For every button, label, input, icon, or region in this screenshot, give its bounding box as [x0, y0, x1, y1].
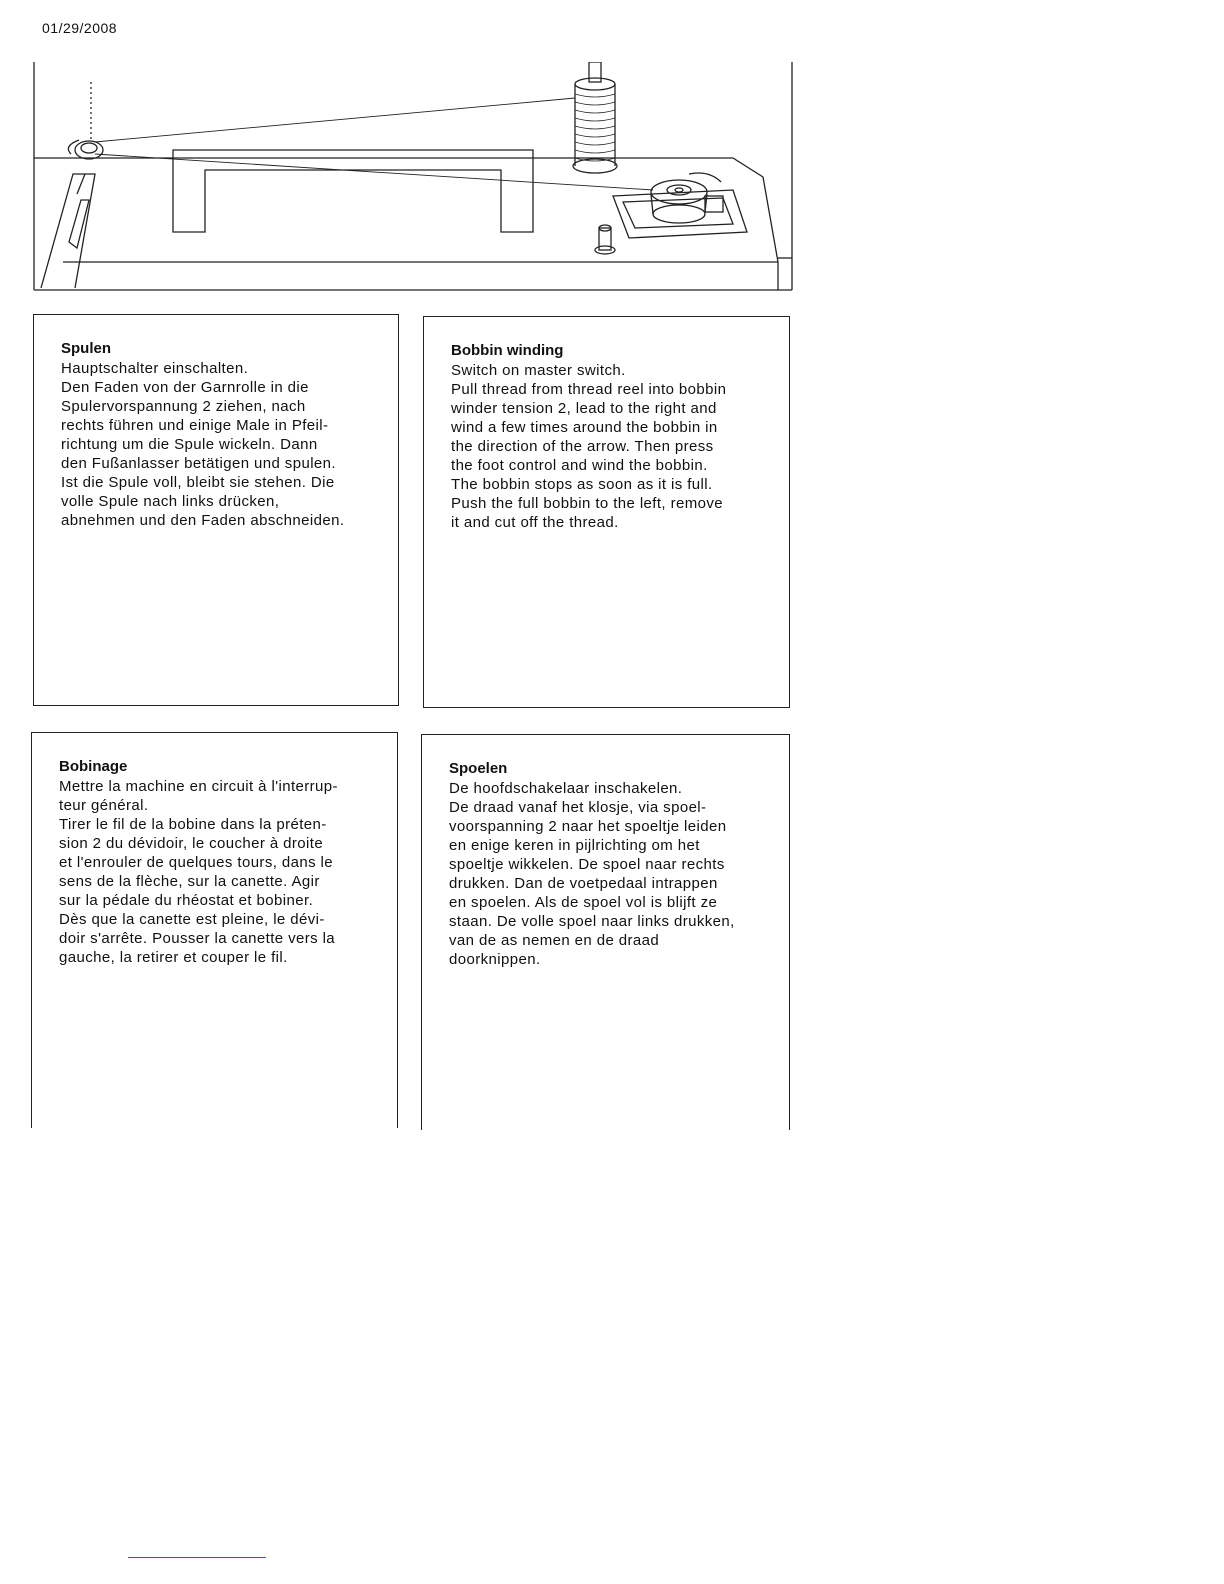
footer-rule	[128, 1557, 266, 1558]
page-date: 01/29/2008	[42, 20, 118, 36]
section-body-german: Hauptschalter einschalten. Den Faden von der Garnrolle in die Spulervorspannung 2 ziehen, nach rechts führen und einige Male in Pfeil- richtung um die Spule wickeln. Dann den Fußanlasser betätigen und spulen. Ist die Spule voll, bleibt sie stehen. Die volle Spule nach links drücken, abnehmen und den Faden abschneiden.	[61, 360, 345, 529]
section-box-english	[423, 316, 790, 708]
section-title-french: Bobinage	[59, 758, 128, 775]
tension-arrow	[68, 140, 79, 154]
left-post	[41, 174, 95, 288]
thread-reel-top	[575, 78, 615, 90]
bobbin-winder-recess	[613, 190, 747, 238]
thread-reel-windings	[575, 94, 615, 161]
section-title-english: Bobbin winding	[451, 342, 564, 359]
section-box-french	[31, 732, 398, 1128]
section-box-german	[33, 314, 399, 706]
section-title-dutch: Spoelen	[449, 760, 508, 777]
thread-line-lower	[95, 154, 653, 190]
section-body-english: Switch on master switch. Pull thread from thread reel into bobbin winder tension 2, lead to the right and wind a few times around the bobbin in the direction of the arrow. Then press the foot control and wind the bobbin. The bobbin stops as soon as it is full. Push the full bobbin to the left, remove it and cut off the thread.	[451, 362, 727, 531]
winding-arrow	[689, 173, 721, 182]
thread-reel-body	[575, 84, 615, 166]
section-title-german: Spulen	[61, 340, 112, 357]
machine-top-outline	[34, 158, 778, 290]
thread-line-upper	[95, 98, 575, 142]
spool-pin	[589, 62, 601, 82]
section-box-dutch	[421, 734, 790, 1130]
section-body-dutch: De hoofdschakelaar inschakelen. De draad vanaf het klosje, via spoel- voorspanning 2 naar het spoeltje leiden en enige keren in pijlrichting om het spoeltje wikkelen. De spoel naar rechts drukken. Dan de voetpedaal intrappen en spoelen. Als de spoel vol is blijft ze staan. De volle spoel naar links drukken, van de as nemen en de draad doorknippen.	[449, 780, 735, 968]
section-body-french: Mettre la machine en circuit à l'interrup- teur général. Tirer le fil de la bobine dans la préten- sion 2 du dévidoir, le coucher à droite et l'enrouler de quelques tours, dans le sens de la flèche, sur la canette. Agir sur la pédale du rhéostat et bobiner. Dès que la canette est pleine, le dévi- doir s'arrête. Pousser la canette vers la gauche, la retirer et couper le fil.	[59, 778, 338, 966]
tension-disc	[75, 141, 103, 159]
tension-guide	[69, 174, 89, 248]
bobbin-winding-illustration	[33, 62, 795, 294]
